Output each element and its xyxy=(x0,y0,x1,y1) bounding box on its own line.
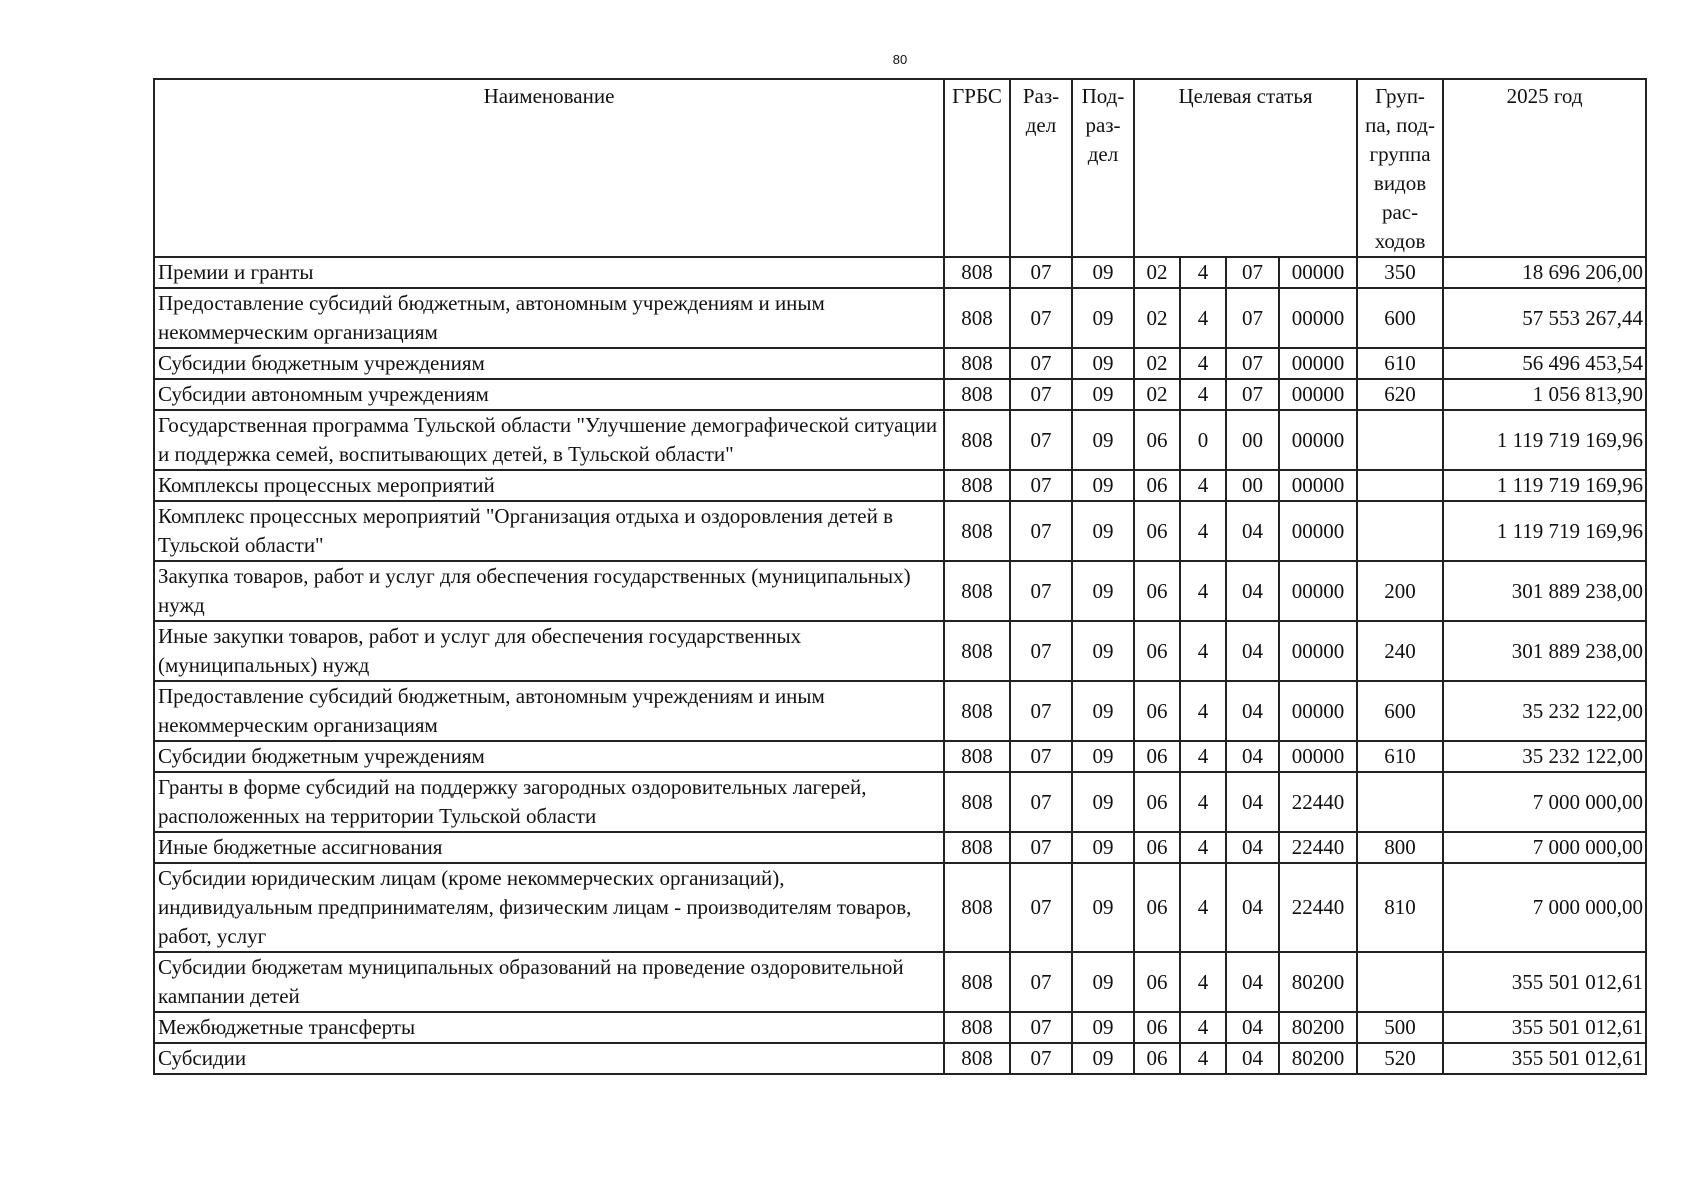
table-row xyxy=(154,470,1646,501)
cell-name: Иные бюджетные ассигнования xyxy=(154,832,944,863)
header-grbs: ГРБС xyxy=(944,79,1010,257)
cell-program: 02 xyxy=(1134,288,1180,348)
table-row xyxy=(154,863,1646,952)
table-row xyxy=(154,379,1646,410)
cell-program-type: 4 xyxy=(1180,772,1226,832)
table-row xyxy=(154,681,1646,741)
cell-section: 07 xyxy=(1010,288,1072,348)
cell-amount: 355 501 012,61 xyxy=(1443,1043,1646,1074)
cell-subsection: 09 xyxy=(1072,379,1134,410)
cell-direction: 80200 xyxy=(1279,1043,1357,1074)
cell-name: Государственная программа Тульской области "Улучшение демографической ситуации и поддержка семей, воспитывающих детей, в Тульской области" xyxy=(154,410,944,470)
header-expense-group: Груп- па, под- группа видов рас- ходов xyxy=(1357,79,1443,257)
table-row xyxy=(154,561,1646,621)
cell-program: 02 xyxy=(1134,379,1180,410)
cell-amount: 1 119 719 169,96 xyxy=(1443,501,1646,561)
cell-structural-element: 04 xyxy=(1226,832,1279,863)
cell-amount: 1 119 719 169,96 xyxy=(1443,470,1646,501)
cell-name: Закупка товаров, работ и услуг для обеспечения государственных (муниципальных) нужд xyxy=(154,561,944,621)
cell-direction: 00000 xyxy=(1279,288,1357,348)
cell-expense-group: 810 xyxy=(1357,863,1443,952)
cell-subsection: 09 xyxy=(1072,470,1134,501)
cell-amount: 1 056 813,90 xyxy=(1443,379,1646,410)
cell-program: 02 xyxy=(1134,348,1180,379)
cell-subsection: 09 xyxy=(1072,348,1134,379)
cell-name: Субсидии бюджетным учреждениям xyxy=(154,741,944,772)
cell-section: 07 xyxy=(1010,348,1072,379)
table-row xyxy=(154,1012,1646,1043)
cell-program: 06 xyxy=(1134,1043,1180,1074)
cell-amount: 7 000 000,00 xyxy=(1443,832,1646,863)
cell-grbs: 808 xyxy=(944,348,1010,379)
cell-program: 06 xyxy=(1134,561,1180,621)
cell-amount: 18 696 206,00 xyxy=(1443,257,1646,288)
cell-structural-element: 04 xyxy=(1226,501,1279,561)
cell-direction: 00000 xyxy=(1279,561,1357,621)
cell-direction: 00000 xyxy=(1279,470,1357,501)
cell-expense-group: 520 xyxy=(1357,1043,1443,1074)
cell-subsection: 09 xyxy=(1072,257,1134,288)
cell-expense-group xyxy=(1357,501,1443,561)
cell-expense-group: 600 xyxy=(1357,681,1443,741)
cell-structural-element: 04 xyxy=(1226,741,1279,772)
cell-name: Межбюджетные трансферты xyxy=(154,1012,944,1043)
cell-subsection: 09 xyxy=(1072,501,1134,561)
cell-direction: 00000 xyxy=(1279,379,1357,410)
cell-program-type: 4 xyxy=(1180,863,1226,952)
cell-section: 07 xyxy=(1010,952,1072,1012)
cell-subsection: 09 xyxy=(1072,952,1134,1012)
header-year: 2025 год xyxy=(1443,79,1646,257)
cell-expense-group xyxy=(1357,410,1443,470)
cell-grbs: 808 xyxy=(944,288,1010,348)
cell-structural-element: 07 xyxy=(1226,257,1279,288)
table-row xyxy=(154,832,1646,863)
cell-name: Субсидии автономным учреждениям xyxy=(154,379,944,410)
cell-direction: 00000 xyxy=(1279,410,1357,470)
cell-subsection: 09 xyxy=(1072,741,1134,772)
cell-section: 07 xyxy=(1010,257,1072,288)
cell-grbs: 808 xyxy=(944,832,1010,863)
cell-expense-group: 620 xyxy=(1357,379,1443,410)
cell-section: 07 xyxy=(1010,621,1072,681)
cell-structural-element: 04 xyxy=(1226,772,1279,832)
cell-expense-group: 600 xyxy=(1357,288,1443,348)
table-row xyxy=(154,410,1646,470)
cell-direction: 80200 xyxy=(1279,1012,1357,1043)
cell-structural-element: 04 xyxy=(1226,681,1279,741)
cell-structural-element: 07 xyxy=(1226,379,1279,410)
cell-program: 06 xyxy=(1134,832,1180,863)
cell-expense-group: 200 xyxy=(1357,561,1443,621)
cell-structural-element: 04 xyxy=(1226,561,1279,621)
cell-grbs: 808 xyxy=(944,501,1010,561)
cell-program-type: 4 xyxy=(1180,470,1226,501)
cell-subsection: 09 xyxy=(1072,1043,1134,1074)
cell-direction: 00000 xyxy=(1279,348,1357,379)
cell-grbs: 808 xyxy=(944,681,1010,741)
cell-name: Предоставление субсидий бюджетным, автономным учреждениям и иным некоммерческим организациям xyxy=(154,288,944,348)
cell-name: Субсидии юридическим лицам (кроме некоммерческих организаций), индивидуальным предпринимателям, физическим лицам - производителям товаров, работ, услуг xyxy=(154,863,944,952)
cell-direction: 22440 xyxy=(1279,863,1357,952)
cell-expense-group: 240 xyxy=(1357,621,1443,681)
cell-grbs: 808 xyxy=(944,952,1010,1012)
cell-subsection: 09 xyxy=(1072,410,1134,470)
table-row xyxy=(154,348,1646,379)
cell-program: 06 xyxy=(1134,863,1180,952)
table-row xyxy=(154,288,1646,348)
cell-program-type: 4 xyxy=(1180,561,1226,621)
cell-program-type: 4 xyxy=(1180,832,1226,863)
cell-name: Комплексы процессных мероприятий xyxy=(154,470,944,501)
cell-direction: 00000 xyxy=(1279,681,1357,741)
cell-program-type: 4 xyxy=(1180,1043,1226,1074)
cell-name: Субсидии бюджетным учреждениям xyxy=(154,348,944,379)
cell-structural-element: 04 xyxy=(1226,863,1279,952)
cell-section: 07 xyxy=(1010,772,1072,832)
header-target-article: Целевая статья xyxy=(1134,79,1357,257)
cell-program: 06 xyxy=(1134,621,1180,681)
cell-expense-group xyxy=(1357,470,1443,501)
cell-direction: 80200 xyxy=(1279,952,1357,1012)
cell-direction: 00000 xyxy=(1279,621,1357,681)
cell-subsection: 09 xyxy=(1072,561,1134,621)
cell-program-type: 4 xyxy=(1180,348,1226,379)
cell-expense-group: 610 xyxy=(1357,348,1443,379)
cell-section: 07 xyxy=(1010,863,1072,952)
cell-name: Субсидии бюджетам муниципальных образований на проведение оздоровительной кампании детей xyxy=(154,952,944,1012)
table-row xyxy=(154,257,1646,288)
cell-structural-element: 04 xyxy=(1226,621,1279,681)
cell-subsection: 09 xyxy=(1072,1012,1134,1043)
header-subsection: Под- раз- дел xyxy=(1072,79,1134,257)
cell-amount: 7 000 000,00 xyxy=(1443,772,1646,832)
cell-section: 07 xyxy=(1010,1043,1072,1074)
cell-name: Гранты в форме субсидий на поддержку загородных оздоровительных лагерей, расположенных на территории Тульской области xyxy=(154,772,944,832)
cell-program-type: 4 xyxy=(1180,257,1226,288)
cell-expense-group xyxy=(1357,772,1443,832)
cell-subsection: 09 xyxy=(1072,863,1134,952)
cell-program: 06 xyxy=(1134,1012,1180,1043)
cell-grbs: 808 xyxy=(944,772,1010,832)
cell-section: 07 xyxy=(1010,470,1072,501)
cell-amount: 57 553 267,44 xyxy=(1443,288,1646,348)
cell-direction: 22440 xyxy=(1279,772,1357,832)
cell-amount: 1 119 719 169,96 xyxy=(1443,410,1646,470)
header-section: Раз- дел xyxy=(1010,79,1072,257)
cell-grbs: 808 xyxy=(944,863,1010,952)
cell-program: 02 xyxy=(1134,257,1180,288)
table-row xyxy=(154,741,1646,772)
cell-direction: 00000 xyxy=(1279,501,1357,561)
cell-structural-element: 07 xyxy=(1226,348,1279,379)
cell-expense-group: 610 xyxy=(1357,741,1443,772)
cell-structural-element: 07 xyxy=(1226,288,1279,348)
header-row xyxy=(154,79,1646,257)
cell-direction: 00000 xyxy=(1279,741,1357,772)
cell-expense-group xyxy=(1357,952,1443,1012)
cell-structural-element: 04 xyxy=(1226,1043,1279,1074)
cell-expense-group: 800 xyxy=(1357,832,1443,863)
cell-grbs: 808 xyxy=(944,561,1010,621)
table-body xyxy=(154,257,1646,1074)
table-row xyxy=(154,772,1646,832)
cell-program: 06 xyxy=(1134,772,1180,832)
cell-grbs: 808 xyxy=(944,379,1010,410)
cell-amount: 301 889 238,00 xyxy=(1443,561,1646,621)
cell-amount: 7 000 000,00 xyxy=(1443,863,1646,952)
cell-amount: 35 232 122,00 xyxy=(1443,741,1646,772)
cell-grbs: 808 xyxy=(944,1012,1010,1043)
cell-grbs: 808 xyxy=(944,257,1010,288)
cell-program-type: 4 xyxy=(1180,681,1226,741)
cell-section: 07 xyxy=(1010,410,1072,470)
budget-table xyxy=(153,78,1647,1075)
cell-name: Иные закупки товаров, работ и услуг для обеспечения государственных (муниципальных) нужд xyxy=(154,621,944,681)
cell-grbs: 808 xyxy=(944,1043,1010,1074)
cell-direction: 00000 xyxy=(1279,257,1357,288)
cell-subsection: 09 xyxy=(1072,832,1134,863)
cell-program-type: 4 xyxy=(1180,288,1226,348)
cell-amount: 35 232 122,00 xyxy=(1443,681,1646,741)
cell-section: 07 xyxy=(1010,741,1072,772)
cell-program: 06 xyxy=(1134,470,1180,501)
cell-program: 06 xyxy=(1134,681,1180,741)
cell-program-type: 4 xyxy=(1180,501,1226,561)
cell-grbs: 808 xyxy=(944,470,1010,501)
cell-program-type: 4 xyxy=(1180,741,1226,772)
cell-name: Субсидии xyxy=(154,1043,944,1074)
cell-structural-element: 04 xyxy=(1226,952,1279,1012)
cell-section: 07 xyxy=(1010,1012,1072,1043)
cell-grbs: 808 xyxy=(944,741,1010,772)
cell-subsection: 09 xyxy=(1072,772,1134,832)
cell-program-type: 4 xyxy=(1180,621,1226,681)
cell-program-type: 4 xyxy=(1180,952,1226,1012)
cell-program-type: 0 xyxy=(1180,410,1226,470)
cell-program: 06 xyxy=(1134,410,1180,470)
cell-structural-element: 04 xyxy=(1226,1012,1279,1043)
header-name: Наименование xyxy=(154,79,944,257)
table-row xyxy=(154,621,1646,681)
cell-subsection: 09 xyxy=(1072,288,1134,348)
cell-subsection: 09 xyxy=(1072,681,1134,741)
cell-structural-element: 00 xyxy=(1226,410,1279,470)
table-row xyxy=(154,501,1646,561)
cell-section: 07 xyxy=(1010,832,1072,863)
cell-structural-element: 00 xyxy=(1226,470,1279,501)
cell-direction: 22440 xyxy=(1279,832,1357,863)
cell-expense-group: 350 xyxy=(1357,257,1443,288)
cell-grbs: 808 xyxy=(944,410,1010,470)
cell-section: 07 xyxy=(1010,561,1072,621)
cell-grbs: 808 xyxy=(944,621,1010,681)
cell-program-type: 4 xyxy=(1180,1012,1226,1043)
cell-expense-group: 500 xyxy=(1357,1012,1443,1043)
cell-section: 07 xyxy=(1010,501,1072,561)
cell-amount: 355 501 012,61 xyxy=(1443,1012,1646,1043)
cell-amount: 301 889 238,00 xyxy=(1443,621,1646,681)
table-row xyxy=(154,952,1646,1012)
cell-amount: 355 501 012,61 xyxy=(1443,952,1646,1012)
cell-name: Комплекс процессных мероприятий "Организация отдыха и оздоровления детей в Тульской области" xyxy=(154,501,944,561)
cell-section: 07 xyxy=(1010,379,1072,410)
cell-amount: 56 496 453,54 xyxy=(1443,348,1646,379)
cell-program: 06 xyxy=(1134,741,1180,772)
table-row xyxy=(154,1043,1646,1074)
cell-name: Премии и гранты xyxy=(154,257,944,288)
cell-subsection: 09 xyxy=(1072,621,1134,681)
cell-name: Предоставление субсидий бюджетным, автономным учреждениям и иным некоммерческим организациям xyxy=(154,681,944,741)
cell-program: 06 xyxy=(1134,501,1180,561)
cell-program: 06 xyxy=(1134,952,1180,1012)
cell-program-type: 4 xyxy=(1180,379,1226,410)
page-number: 80 xyxy=(892,52,908,67)
cell-section: 07 xyxy=(1010,681,1072,741)
